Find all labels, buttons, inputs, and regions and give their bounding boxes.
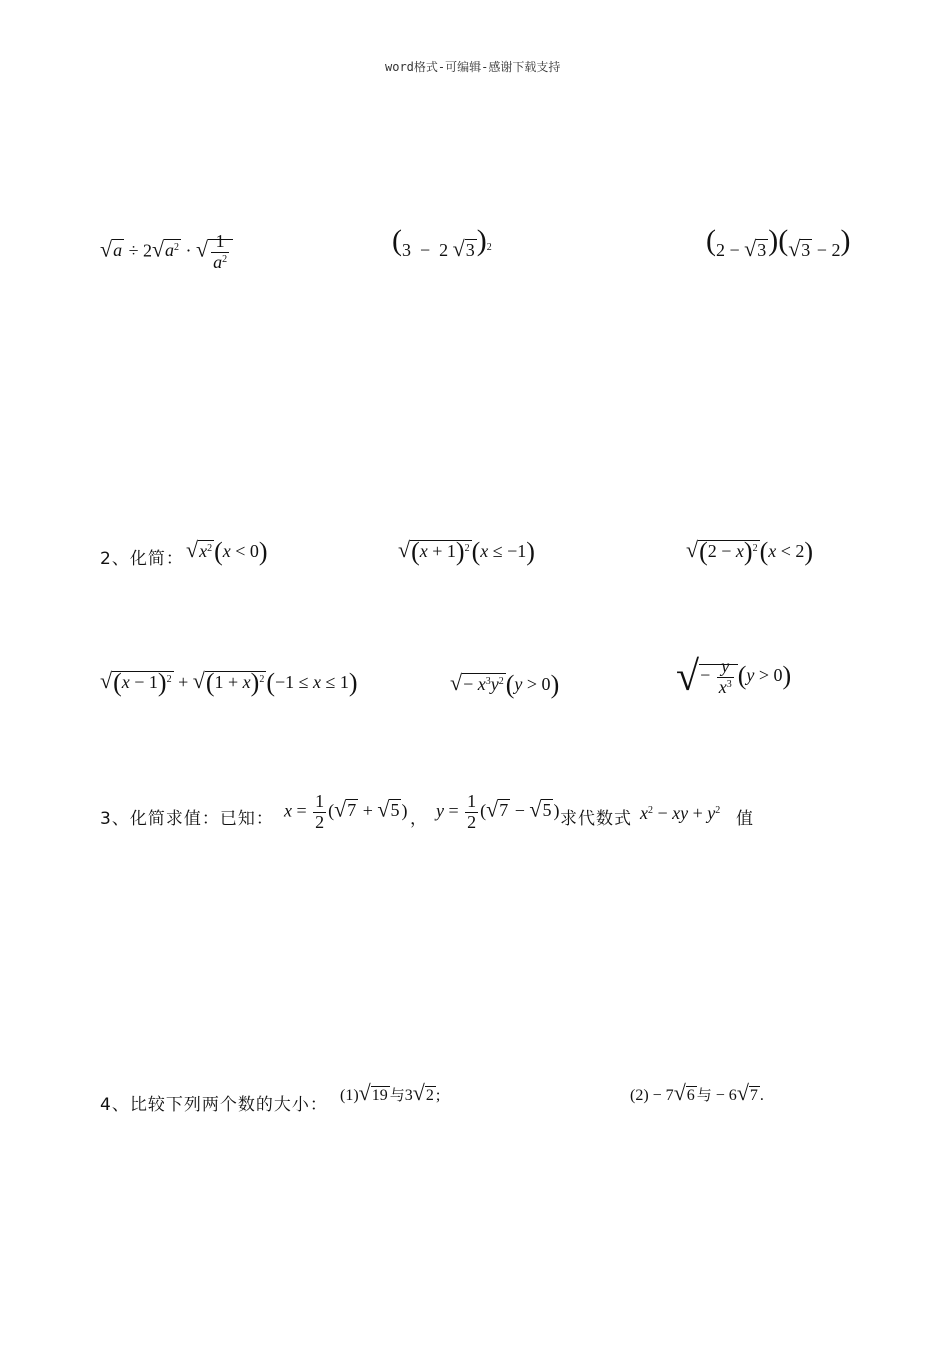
expr-sum-sqrt-squares: $√(x - 1)^2 + √(1 + x)^2(-1 \le x \le 1)$ <box>100 668 358 697</box>
expr-sqrt-neg-y-over-x3: √− $\frac{y}{x^3}$ (y > 0) <box>676 654 792 700</box>
expr-x2-minus-xy-plus-y2: $x^2$ − xy + $y^2$ <box>640 803 721 823</box>
section-3-ask: 求代数式 <box>560 809 632 829</box>
part-2-marker: (2) <box>630 1087 649 1104</box>
section-2-label: 2、化简： <box>100 549 184 569</box>
expr-sqrt-neg-x3-y2: √− $x^3y^2(y > 0)$ <box>450 670 560 699</box>
section-4-label: 4、比较下列两个数的大小： <box>100 1095 328 1115</box>
expr-sqrt-a-div: $√a \div 2√a^2$ · √ $\frac{1}{a^2}$ <box>100 232 233 273</box>
expr-3-minus-2sqrt3-squared: (3 − 2 √3)$^2$ <box>392 224 492 261</box>
section-3-ask-end: 值 <box>736 809 754 829</box>
expr-x-value: x = $\frac{1}{2}$ (√7 + √5 ) <box>284 791 408 832</box>
expr-sqrt-x-plus-1-squared: $√(x + 1)^2(x \le -1)$ <box>398 537 535 566</box>
expr-sqrt-x2: $√x^2(x < 0)$ <box>186 537 268 566</box>
expr-y-value: y = $\frac{1}{2}$ (√7 − √5 ) <box>436 791 560 832</box>
section-3-label: 3、化简求值：已知： <box>100 809 274 829</box>
expr-sqrt-2-minus-x-squared: $√(2 - x)^2(x < 2)$ <box>686 537 814 566</box>
expr-compare-2: (2) − 7√6 与 − 6√7 . <box>630 1080 764 1105</box>
and-word-2: 与 <box>696 1086 712 1104</box>
part-1-marker: (1) <box>340 1087 359 1104</box>
and-word-1: 与 <box>389 1086 405 1104</box>
section-3-separator: ， <box>410 809 428 829</box>
page-header: word格式-可编辑-感谢下载支持 <box>385 60 561 74</box>
expr-compare-1: (1)√19 与3√2 ; <box>340 1080 441 1105</box>
expr-product-2-sqrt3: (2 − √3)(√3 − 2) <box>706 224 851 261</box>
